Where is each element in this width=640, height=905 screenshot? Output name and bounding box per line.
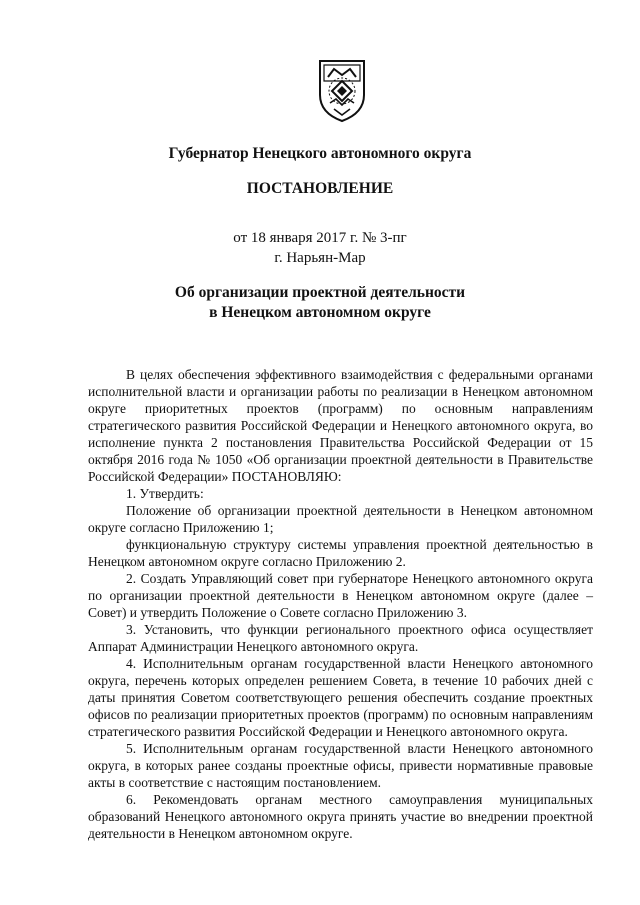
item-1a: Положение об организации проектной деятельности в Ненецком автономном округе согласно Приложению 1; [88,503,593,535]
coat-of-arms-emblem-icon [312,55,372,123]
date-number: от 18 января 2017 г. № 3-пг [233,230,407,246]
subject-line-2: в Ненецком автономном округе [209,304,431,321]
item-5: 5. Исполнительным органам государственной власти Ненецкого автономного округа, в которых ранее созданы проектные офисы, привести нормативные правовые акты в соответствие с настоящим постановлением. [88,741,593,790]
document-subject [0,283,640,323]
item-2: 2. Создать Управляющий совет при губернаторе Ненецкого автономного округа по организации проектной деятельности в Ненецком автономном округе (далее – Совет) и утвердить Положение о Совете согласно Приложению 3. [88,571,593,620]
item-1: 1. Утвердить: [126,486,204,501]
item-6: 6. Рекомендовать органам местного самоуправления муниципальных образований Ненецкого автономного округа принять участие во внедрении проектной деятельности в Ненецком автономном округе. [88,792,593,841]
subject-line-1: Об организации проектной деятельности [174,284,466,301]
item-4: 4. Исполнительным органам государственной власти Ненецкого автономного округа, перечень которых определен решением Совета, в течение 10 рабочих дней с даты принятия Советом соответствующего решения обеспечить создание проектных офисов по реализации приоритетных проектов (программ) по основным направлениям стратегического развития Российской Федерации и Ненецкого автономного округа. [88,656,593,739]
item-3: 3. Установить, что функции регионального проектного офиса осуществляет Аппарат Администрации Ненецкого автономного округа. [88,622,593,654]
authority-title: Губернатор Ненецкого автономного округа [168,145,472,162]
item-1b: функциональную структуру системы управления проектной деятельностью в Ненецком автономном округе согласно Приложению 2. [88,537,593,569]
document-body [88,366,593,842]
place: г. Нарьян-Мар [274,250,366,266]
preamble-paragraph: В целях обеспечения эффективного взаимодействия с федеральными органами исполнительной власти и организации работы по реализации в Ненецком автономном округе приоритетных проектов (программ) по основным направлениям стратегического развития Российской Федерации и Ненецкого автономного округа, во исполнение пункта 2 постановления Правительства Российской Федерации от 15 октября 2016 года № 1050 «Об организации проектной деятельности в Правительстве Российской Федерации» ПОСТАНОВЛЯЮ: [88,367,593,484]
document-type: ПОСТАНОВЛЕНИЕ [246,180,394,197]
